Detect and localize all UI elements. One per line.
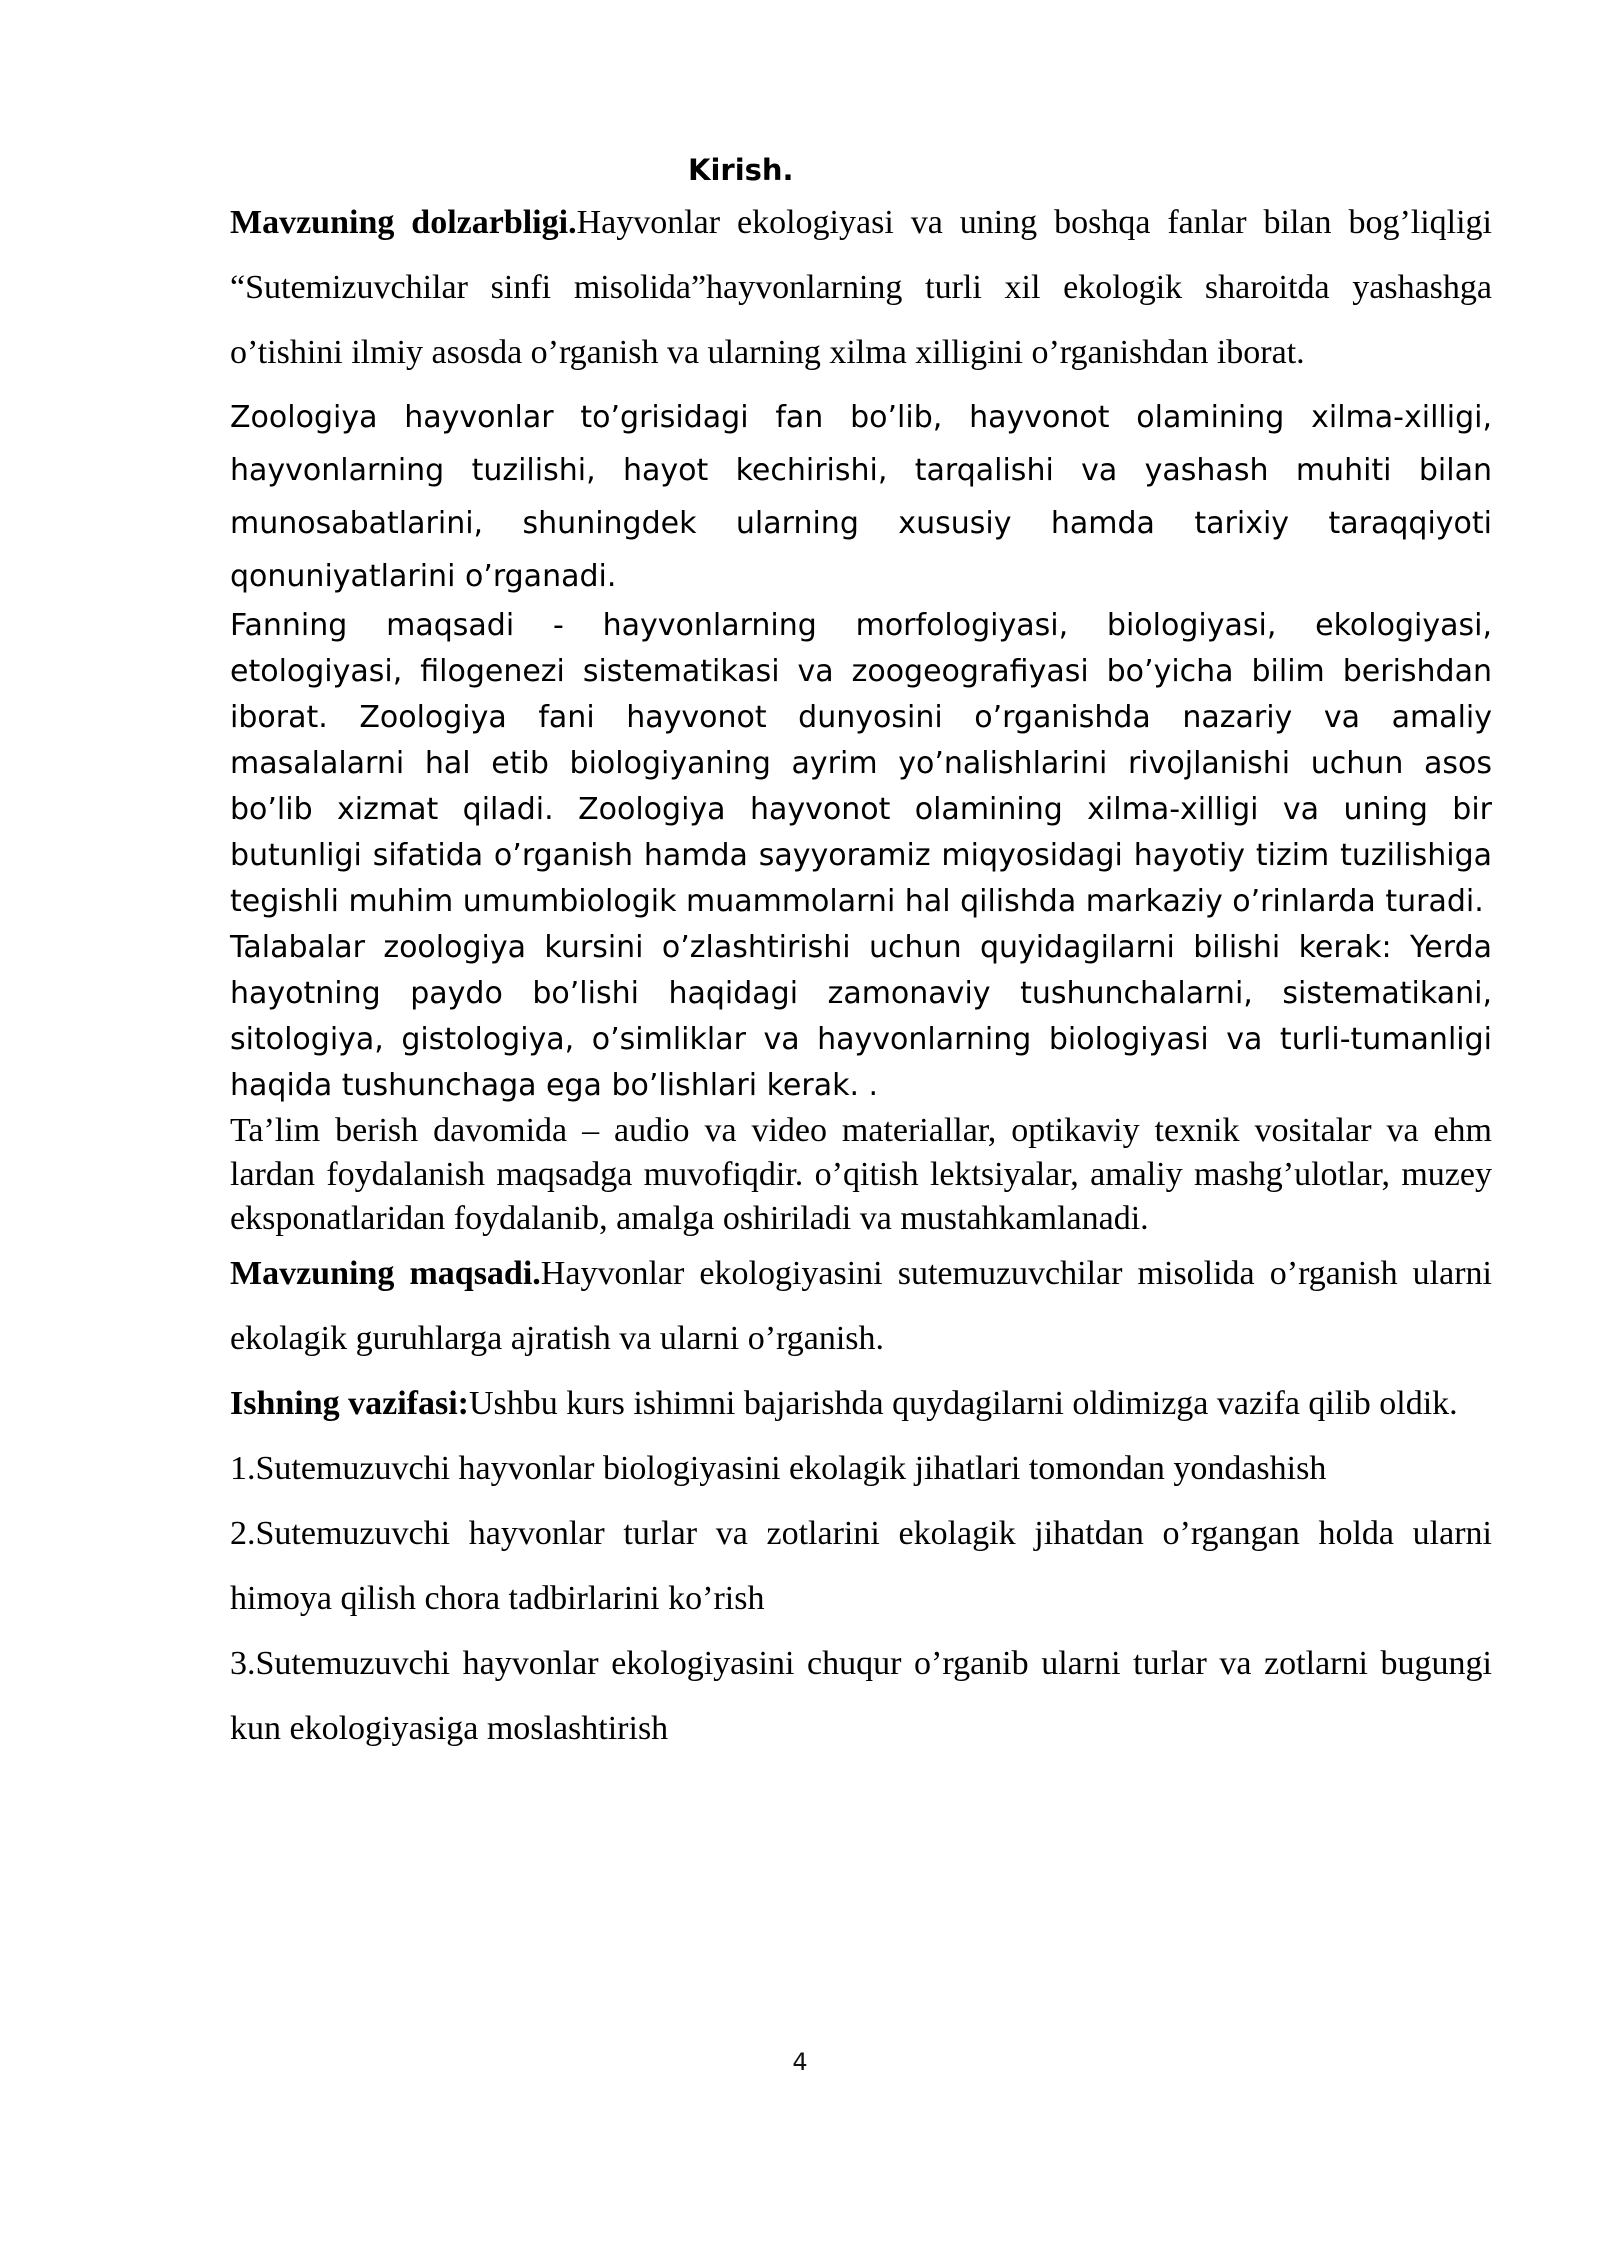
tasks-paragraph [230,1371,1492,1436]
zoology-paragraph: Zoologiya hayvonlar to’grisidagi fan bo’lib, hayvonot olamining xilma-xilligi, hayvonlarning tuzilishi, hayot kechirishi, tarqalishi va yashash muhiti bilan munosabatlarini, shuningdek ularning xususiy hamda tarixiy taraqqiyoti qonuniyatlarini o’rganadi. [230,400,1492,594]
teaching-paragraph: Ta’lim berish davomida – audio va video materiallar, optikaviy texnik vositalar va ehm lardan foydalanish maqsadga muvofiqdir. o’qitish lektsiyalar, amaliy mashg’ulotlar, muzey eksponatlaridan foydalanib, amalga oshiriladi va mustahkamlanadi. [230,1112,1492,1237]
task-item: 3.Sutemuzuvchi hayvonlar ekologiyasini chuqur o’rganib ularni turlar va zotlarni bugungi kun ekologiyasiga moslashtirish [230,1645,1492,1747]
purpose-paragraph [230,1241,1492,1371]
students-paragraph: Talabalar zoologiya kursini o’zlashtirishi uchun quyidagilarni bilishi kerak: Yerda hayotning paydo bo’lishi haqidagi zamonaviy tushunchalarni, sistematikani, sitologiya, gistologiya, o’simliklar va hayvonlarning biologiyasi va turli-tumanligi haqida tushunchaga ega bo’lishlari kerak. . [230,930,1492,1103]
relevance-label: Mavzuning dolzarbligi. [230,204,577,241]
document-page [230,150,1492,1761]
task-item: 2.Sutemuzuvchi hayvonlar turlar va zotlarini ekolagik jihatdan o’rgangan holda ularni himoya qilish chora tadbirlarini ko’rish [230,1515,1492,1617]
goal-paragraph: Fanning maqsadi - hayvonlarning morfologiyasi, biologiyasi, ekologiyasi, etologiyasi, filogenezi sistematikasi va zoogeografiyasi bo’yicha bilim berishdan iborat. Zoologiya fani hayvonot dunyosini o’rganishda nazariy va amaliy masalalarni hal etib biologiyaning ayrim yo’nalishlarini rivojlanishi uchun asos bo’lib xizmat qiladi. Zoologiya hayvonot olamining xilma-xilligi va uning bir butunligi sifatida o’rganish hamda sayyoramiz miqyosidagi hayotiy tizim tuzilishiga tegishli muhim umumbiologik muammolarni hal qilishda markaziy o’rinlarda turadi. [230,608,1492,919]
task-item: 1.Sutemuzuvchi hayvonlar biologiyasini ekolagik jihatlari tomondan yondashish [230,1450,1327,1487]
relevance-text: Hayvonlar ekologiyasi va uning boshqa fanlar bilan bog’liqligi “Sutemizuvchilar sinfi misolida”hayvonlarning turli xil ekologik sharoitda yashashga o’tishini ilmiy asosda o’rganish va ularning xilma xilligini o’rganishdan iborat. [230,204,1492,371]
purpose-label: Mavzuning maqsadi. [230,1255,541,1292]
section-heading: Kirish. [688,153,794,187]
relevance-paragraph [230,190,1492,385]
page-number: 4 [792,2048,808,2076]
purpose-text: Hayvonlar ekologiyasini sutemuzuvchilar misolida o’rganish ularni ekolagik guruhlarga ajratish va ularni o’rganish. [230,1255,1492,1357]
tasks-label: Ishning vazifasi: [230,1385,469,1422]
tasks-text: Ushbu kurs ishimni bajarishda quydagilarni oldimizga vazifa qilib oldik. [469,1385,1458,1422]
